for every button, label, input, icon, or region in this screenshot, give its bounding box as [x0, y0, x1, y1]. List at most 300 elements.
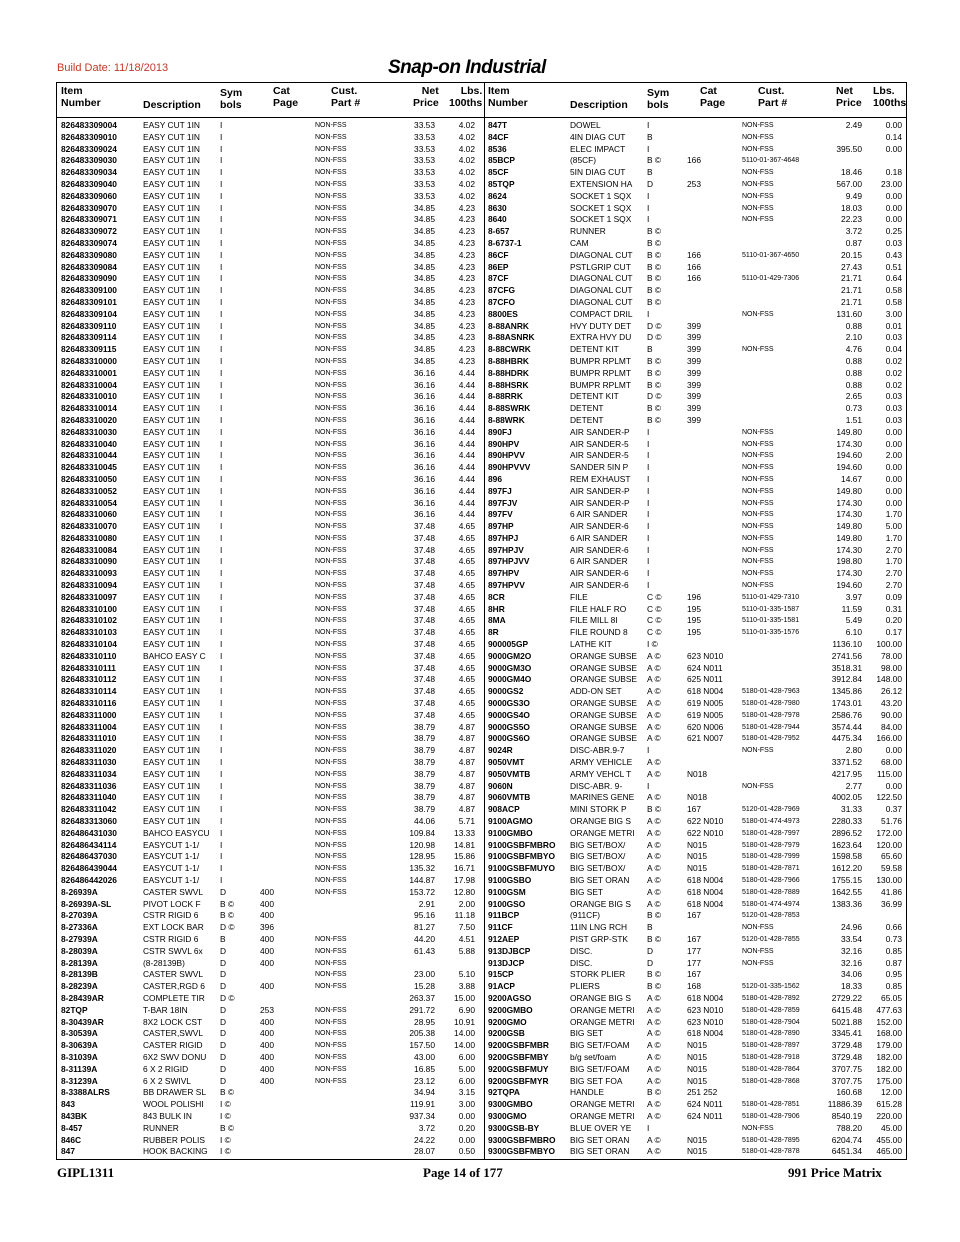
cell-description: BIG SET/FOAM — [570, 1063, 630, 1074]
cell-description: 5IN DIAG CUT — [570, 167, 626, 178]
cell-cust-part: 5180-01-428-7897 — [742, 1042, 800, 1050]
cell-net-price: 2.10 — [845, 332, 862, 343]
table-row — [484, 887, 906, 899]
table-row — [57, 663, 484, 675]
table-row — [57, 757, 484, 769]
cell-symbols: I — [647, 544, 650, 555]
table-row — [57, 592, 484, 604]
cell-lbs: 6.00 — [458, 1051, 475, 1062]
cell-symbols: B © — [647, 155, 662, 166]
cell-item-number: 9300GSB-BY — [488, 1122, 540, 1133]
header-lbs: Lbs. 100ths — [449, 85, 483, 109]
cell-item-number: 826483310100 — [61, 603, 117, 614]
cell-item-number: 826483309024 — [61, 143, 117, 154]
cell-description: FILE — [570, 591, 588, 602]
cell-lbs: 4.65 — [458, 709, 475, 720]
table-row — [57, 674, 484, 686]
cell-net-price: 149.80 — [836, 532, 862, 543]
table-row — [57, 285, 484, 297]
cell-item-number: 9200GSBFMYR — [488, 1075, 549, 1086]
cell-cust-part: NON-FSS — [315, 700, 347, 708]
cell-lbs: 4.87 — [458, 780, 475, 791]
cell-lbs: 4.44 — [458, 497, 475, 508]
cell-symbols: I — [220, 627, 223, 638]
table-row — [57, 863, 484, 875]
table-row — [484, 663, 906, 675]
cell-description: EASY CUT 1IN — [143, 237, 200, 248]
cell-lbs: 115.00 — [877, 768, 902, 779]
cell-cust-part: 5180-01-428-7966 — [742, 877, 800, 884]
cell-description: DISC-ABR. 9- — [570, 780, 623, 791]
cell-net-price: 38.79 — [414, 804, 435, 815]
cell-lbs: 4.02 — [458, 131, 475, 142]
header-cust-part: Cust. Part # — [758, 85, 788, 109]
cell-description: (85CF) — [570, 155, 597, 166]
cell-lbs: 0.20 — [458, 1122, 475, 1133]
cell-lbs: 0.03 — [885, 391, 902, 402]
cell-net-price: 38.79 — [414, 792, 435, 803]
price-table — [56, 82, 907, 1160]
cell-description: WOOL POLISHI — [143, 1099, 204, 1110]
cell-symbols: I — [647, 1122, 650, 1133]
cell-symbols: B © — [647, 1087, 662, 1098]
cell-item-number: 826483309114 — [61, 332, 117, 343]
table-row — [57, 698, 484, 710]
cell-item-number: 826483310116 — [61, 698, 117, 709]
cell-cust-part: NON-FSS — [315, 464, 347, 472]
cell-item-number: 826483310104 — [61, 639, 117, 650]
cell-symbols: A © — [647, 1075, 661, 1086]
cell-item-number: 9100GSBO — [488, 875, 532, 885]
cell-item-number: 826483309104 — [61, 308, 117, 319]
cell-net-price: 2280.33 — [831, 816, 862, 827]
cell-symbols: I — [220, 226, 223, 237]
cell-description: EASY CUT 1IN — [143, 509, 200, 520]
cell-item-number: 9060N — [488, 780, 513, 791]
cell-item-number: 9200GMO — [488, 1016, 527, 1027]
table-row — [57, 356, 484, 368]
cell-item-number: 8624 — [488, 190, 507, 201]
cell-lbs: 4.65 — [458, 615, 475, 626]
cell-description: EASYCUT 1-1/ — [143, 851, 200, 862]
cell-net-price: 149.80 — [836, 521, 862, 532]
cell-lbs: 3.00 — [885, 308, 902, 319]
cell-symbols: A © — [647, 839, 661, 850]
cell-net-price: 37.48 — [414, 686, 435, 697]
cell-item-number: 9300GMBO — [488, 1099, 533, 1110]
cell-description: EASY CUT 1IN — [143, 639, 200, 650]
cell-net-price: 33.53 — [414, 155, 435, 166]
cell-item-number: 826483309084 — [61, 261, 117, 272]
cell-cust-part: NON-FSS — [315, 641, 347, 649]
cell-symbols: I — [220, 745, 223, 756]
cell-lbs: 23.00 — [881, 178, 902, 189]
table-row — [57, 1028, 484, 1040]
cell-symbols: I — [647, 780, 650, 791]
cell-symbols: I — [647, 556, 650, 567]
cell-description: EASY CUT 1IN — [143, 190, 200, 201]
table-row — [484, 851, 906, 863]
header-item: Item Number — [488, 85, 528, 109]
cell-symbols: C © — [647, 615, 662, 626]
cell-lbs: 0.85 — [885, 945, 902, 956]
cell-description: AIR SANDER-6 — [570, 521, 629, 532]
cell-cat-page: 400 — [260, 1040, 274, 1051]
table-row — [484, 462, 906, 474]
cell-lbs: 168.00 — [876, 1028, 902, 1039]
cell-description: REM EXHAUST — [570, 473, 631, 484]
cell-net-price: 149.80 — [836, 485, 862, 496]
cell-symbols: A © — [647, 757, 661, 768]
table-row — [484, 474, 906, 486]
cell-net-price: 2741.56 — [831, 650, 862, 661]
table-row — [57, 875, 484, 887]
table-row — [57, 450, 484, 462]
cell-lbs: 14.00 — [454, 1040, 475, 1051]
cell-symbols: D — [220, 1075, 227, 1086]
cell-cat-page: 396 — [260, 922, 274, 933]
cell-cat-page: 618 N004 — [687, 875, 724, 885]
cell-net-price: 28.95 — [414, 1016, 435, 1027]
cell-net-price: 0.88 — [845, 355, 862, 366]
table-row — [57, 144, 484, 156]
cell-net-price: 37.48 — [414, 627, 435, 638]
cell-lbs: 43.20 — [881, 698, 902, 709]
table-row — [57, 474, 484, 486]
cell-lbs: 0.00 — [458, 1134, 475, 1145]
cell-cust-part: NON-FSS — [315, 971, 347, 979]
cell-symbols: I — [647, 143, 650, 154]
cell-lbs: 0.20 — [885, 615, 902, 626]
cell-net-price: 37.48 — [414, 580, 435, 591]
cell-symbols: A © — [647, 1099, 661, 1110]
cell-symbols: A © — [647, 1040, 661, 1051]
cell-net-price: 153.72 — [409, 886, 435, 897]
cell-symbols: I — [220, 650, 223, 661]
cell-item-number: 826483310080 — [61, 532, 117, 543]
cell-lbs: 14.81 — [454, 839, 475, 850]
cell-cust-part: NON-FSS — [315, 357, 347, 365]
table-row — [57, 710, 484, 722]
table-row — [484, 120, 906, 132]
cell-net-price: 36.16 — [414, 497, 435, 508]
cell-item-number: 826486437030 — [61, 851, 117, 862]
cell-symbols: I — [220, 237, 223, 248]
cell-cust-part: 5180-01-428-7889 — [742, 888, 800, 896]
cell-net-price: 0.88 — [845, 367, 862, 378]
cell-cat-page: N015 — [687, 1075, 708, 1086]
cell-lbs: 0.31 — [885, 603, 902, 614]
cell-description: 8X2 LOCK CST — [143, 1016, 203, 1027]
cell-cust-part: NON-FSS — [742, 747, 774, 755]
table-row — [57, 769, 484, 781]
cell-net-price: 36.16 — [414, 462, 435, 473]
cell-item-number: 826483309090 — [61, 273, 117, 284]
cell-cust-part: NON-FSS — [315, 346, 347, 354]
cell-lbs: 172.00 — [876, 827, 902, 838]
table-row — [57, 214, 484, 226]
cell-cust-part: NON-FSS — [742, 428, 774, 436]
cell-description: AIR SANDER-P — [570, 426, 630, 437]
cell-symbols: I — [647, 473, 650, 484]
cell-item-number: 826483311030 — [61, 757, 117, 768]
table-row — [57, 556, 484, 568]
cell-description: BLUE OVER YE — [570, 1122, 632, 1133]
cell-item-number: 826483310112 — [61, 674, 117, 685]
cell-symbols: B — [647, 131, 653, 142]
cell-net-price: 34.85 — [414, 344, 435, 355]
table-row — [57, 380, 484, 392]
cell-item-number: 8-28139A — [61, 957, 98, 968]
cell-net-price: 3.97 — [845, 591, 862, 602]
cell-lbs: 4.02 — [458, 155, 475, 166]
cell-net-price: 11886.39 — [827, 1099, 862, 1110]
cell-description: ORANGE SUBSE — [570, 662, 638, 673]
cell-item-number: 911CF — [488, 922, 513, 933]
cell-lbs: 179.00 — [876, 1040, 902, 1051]
cell-lbs: 4.65 — [458, 521, 475, 532]
cell-symbols: I — [220, 403, 223, 414]
cell-item-number: 8MA — [488, 615, 506, 626]
cell-lbs: 4.44 — [458, 379, 475, 390]
cell-lbs: 4.23 — [458, 237, 475, 248]
table-row — [57, 462, 484, 474]
cell-cat-page: 177 — [687, 945, 701, 956]
cell-cat-page: N015 — [687, 851, 708, 862]
cell-description: COMPACT DRIL — [570, 308, 633, 319]
cell-description: BIG SET — [570, 886, 604, 897]
cell-description: AIR SANDER-P — [570, 485, 630, 496]
cell-description: BB DRAWER SL — [143, 1087, 206, 1098]
cell-cust-part: NON-FSS — [315, 1030, 347, 1038]
cell-lbs: 220.00 — [876, 1110, 902, 1121]
cell-net-price: 3729.48 — [831, 1051, 862, 1062]
cell-symbols: D — [647, 945, 654, 956]
cell-cust-part: NON-FSS — [315, 877, 347, 884]
header-net-price: Net Price — [413, 85, 439, 109]
table-row — [57, 627, 484, 639]
cell-description: STORK PLIER — [570, 969, 626, 980]
cell-symbols: I — [220, 308, 223, 319]
cell-net-price: 33.53 — [414, 131, 435, 142]
cell-net-price: 38.79 — [414, 733, 435, 744]
table-row — [484, 214, 906, 226]
cell-cust-part: 5110-01-367-4650 — [742, 251, 800, 259]
cell-cust-part: NON-FSS — [742, 924, 774, 932]
cell-description: HVY DUTY DET — [570, 320, 632, 331]
cell-item-number: 85TQP — [488, 178, 515, 189]
cell-net-price: 3.72 — [845, 226, 862, 237]
cell-net-price: 11.59 — [841, 603, 862, 614]
cell-description: EASY CUT 1IN — [143, 686, 200, 697]
cell-cust-part: NON-FSS — [315, 558, 347, 566]
table-row — [484, 1076, 906, 1088]
table-row — [57, 521, 484, 533]
table-row — [57, 297, 484, 309]
table-row — [484, 356, 906, 368]
cell-item-number: 8-457 — [61, 1122, 83, 1133]
table-row — [57, 1123, 484, 1135]
cell-symbols: B — [647, 167, 653, 178]
cell-item-number: 8-27039A — [61, 910, 98, 921]
cell-item-number: 8CR — [488, 591, 505, 602]
cell-cat-page: 167 — [687, 933, 701, 944]
cell-net-price: 788.20 — [836, 1122, 862, 1133]
cell-symbols: A © — [647, 686, 661, 697]
cell-symbols: A © — [647, 768, 661, 779]
cell-net-price: 34.85 — [414, 332, 435, 343]
cell-lbs: 4.65 — [458, 544, 475, 555]
table-row — [484, 155, 906, 167]
cell-cust-part: NON-FSS — [315, 145, 347, 153]
cell-symbols: A © — [647, 709, 661, 720]
table-row — [484, 615, 906, 627]
cell-lbs: 4.65 — [458, 627, 475, 638]
cell-lbs: 4.23 — [458, 355, 475, 366]
cell-symbols: I — [220, 178, 223, 189]
table-row — [57, 568, 484, 580]
cell-item-number: 8-88SWRK — [488, 403, 531, 414]
cell-net-price: 1136.10 — [832, 639, 862, 650]
cell-symbols: I — [220, 485, 223, 496]
table-row — [57, 498, 484, 510]
cell-cust-part: NON-FSS — [315, 298, 347, 306]
cell-item-number: 9200GSBFMUY — [488, 1063, 549, 1074]
cell-net-price: 1.51 — [845, 414, 862, 425]
cell-lbs: 5.71 — [458, 816, 475, 827]
cell-symbols: I — [220, 532, 223, 543]
cell-item-number: 826483310014 — [61, 403, 117, 414]
table-row — [484, 321, 906, 333]
cell-symbols: D © — [647, 320, 662, 331]
cell-symbols: D © — [220, 922, 235, 933]
cell-net-price: 37.48 — [414, 521, 435, 532]
cell-cust-part: NON-FSS — [742, 310, 774, 318]
cell-net-price: 9.49 — [845, 190, 862, 201]
cell-item-number: 9000GM4O — [488, 674, 532, 685]
cell-symbols: I © — [647, 639, 658, 650]
cell-cust-part: 5180-01-474-4974 — [742, 900, 800, 908]
cell-cust-part: NON-FSS — [315, 935, 347, 943]
table-row — [57, 792, 484, 804]
cell-lbs: 0.58 — [885, 296, 902, 307]
cell-cust-part: 5180-01-428-7864 — [742, 1065, 800, 1073]
cell-lbs: 13.33 — [454, 827, 475, 838]
cell-description: EASY CUT 1IN — [143, 662, 200, 673]
table-row — [484, 1052, 906, 1064]
cell-lbs: 0.00 — [885, 202, 902, 213]
cell-lbs: 175.00 — [876, 1075, 902, 1086]
cell-symbols: B © — [647, 285, 662, 296]
cell-cat-page: 399 — [687, 403, 701, 414]
cell-description: EASY CUT 1IN — [143, 580, 200, 591]
cell-cust-part: 5180-01-428-7999 — [742, 853, 800, 861]
cell-symbols: I — [220, 202, 223, 213]
cell-description: EASY CUT 1IN — [143, 497, 200, 508]
cell-net-price: 160.68 — [836, 1087, 862, 1098]
cell-cust-part: NON-FSS — [742, 570, 774, 578]
cell-description: ORANGE METRI — [570, 1016, 635, 1027]
cell-description: (911CF) — [570, 910, 601, 921]
cell-net-price: 22.23 — [841, 214, 862, 225]
cell-description: BIG SET ORAN — [570, 1134, 630, 1145]
cell-lbs: 4.23 — [458, 332, 475, 343]
cell-symbols: C © — [647, 603, 662, 614]
cell-lbs: 2.00 — [458, 898, 475, 909]
cell-cust-part: NON-FSS — [315, 475, 347, 483]
cell-net-price: 37.48 — [414, 709, 435, 720]
cell-description: DETENT — [570, 403, 604, 414]
cell-symbols: I — [647, 462, 650, 473]
cell-lbs: 0.00 — [885, 120, 902, 130]
header-description: Description — [143, 99, 201, 111]
cell-net-price: 6415.48 — [831, 1004, 862, 1015]
cell-lbs: 4.44 — [458, 473, 475, 484]
cell-symbols: B © — [220, 910, 235, 921]
cell-description: DISC-ABR.9-7 — [570, 745, 625, 756]
cell-symbols: I — [220, 721, 223, 732]
table-row — [484, 828, 906, 840]
cell-description: ORANGE BIG S — [570, 992, 631, 1003]
cell-description: EASY CUT 1IN — [143, 568, 200, 579]
cell-cust-part: NON-FSS — [315, 782, 347, 790]
cell-description: MARINES GENE — [570, 792, 635, 803]
cell-lbs: 4.65 — [458, 686, 475, 697]
table-row — [484, 403, 906, 415]
cell-cust-part: NON-FSS — [315, 251, 347, 259]
cell-item-number: 826483310040 — [61, 438, 117, 449]
cell-cat-page: 166 — [687, 273, 701, 284]
table-row — [57, 427, 484, 439]
cell-lbs: 0.14 — [885, 131, 902, 142]
cell-description: EASY CUT 1IN — [143, 698, 200, 709]
cell-item-number: 87CFG — [488, 285, 515, 296]
cell-net-price: 44.06 — [414, 816, 435, 827]
cell-lbs: 6.00 — [458, 1075, 475, 1086]
table-row — [57, 910, 484, 922]
brand-logo: Snap-on Industrial — [388, 57, 546, 78]
cell-item-number: 826486442026 — [61, 875, 117, 885]
cell-lbs: 2.70 — [885, 544, 902, 555]
cell-cust-part: NON-FSS — [315, 711, 347, 719]
cell-item-number: 897HPJ — [488, 532, 519, 543]
cell-item-number: 826483310020 — [61, 414, 117, 425]
cell-net-price: 34.85 — [414, 296, 435, 307]
cell-description: AIR SANDER-5 — [570, 450, 629, 461]
cell-item-number: 9300GSBFMBYO — [488, 1146, 556, 1157]
cell-lbs: 4.65 — [458, 674, 475, 685]
cell-lbs: 0.85 — [885, 981, 902, 992]
cell-symbols: A © — [647, 662, 661, 673]
cell-description: EASY CUT 1IN — [143, 249, 200, 260]
cell-description: PLIERS — [570, 981, 600, 992]
cell-cust-part: 5180-01-428-7906 — [742, 1112, 800, 1120]
cell-symbols: I — [647, 497, 650, 508]
cell-description: EASY CUT 1IN — [143, 745, 200, 756]
cell-description: EASY CUT 1IN — [143, 733, 200, 744]
cell-description: BUMPR RPLMT — [570, 367, 631, 378]
cell-net-price: 36.16 — [414, 485, 435, 496]
cell-description: BAHCO EASY C — [143, 650, 206, 661]
table-row — [484, 391, 906, 403]
table-row — [484, 993, 906, 1005]
cell-lbs: 4.87 — [458, 733, 475, 744]
cell-lbs: 4.87 — [458, 768, 475, 779]
cell-description: EASY CUT 1IN — [143, 155, 200, 166]
cell-net-price: 28.07 — [414, 1146, 435, 1157]
table-row — [484, 498, 906, 510]
table-row — [484, 1099, 906, 1111]
